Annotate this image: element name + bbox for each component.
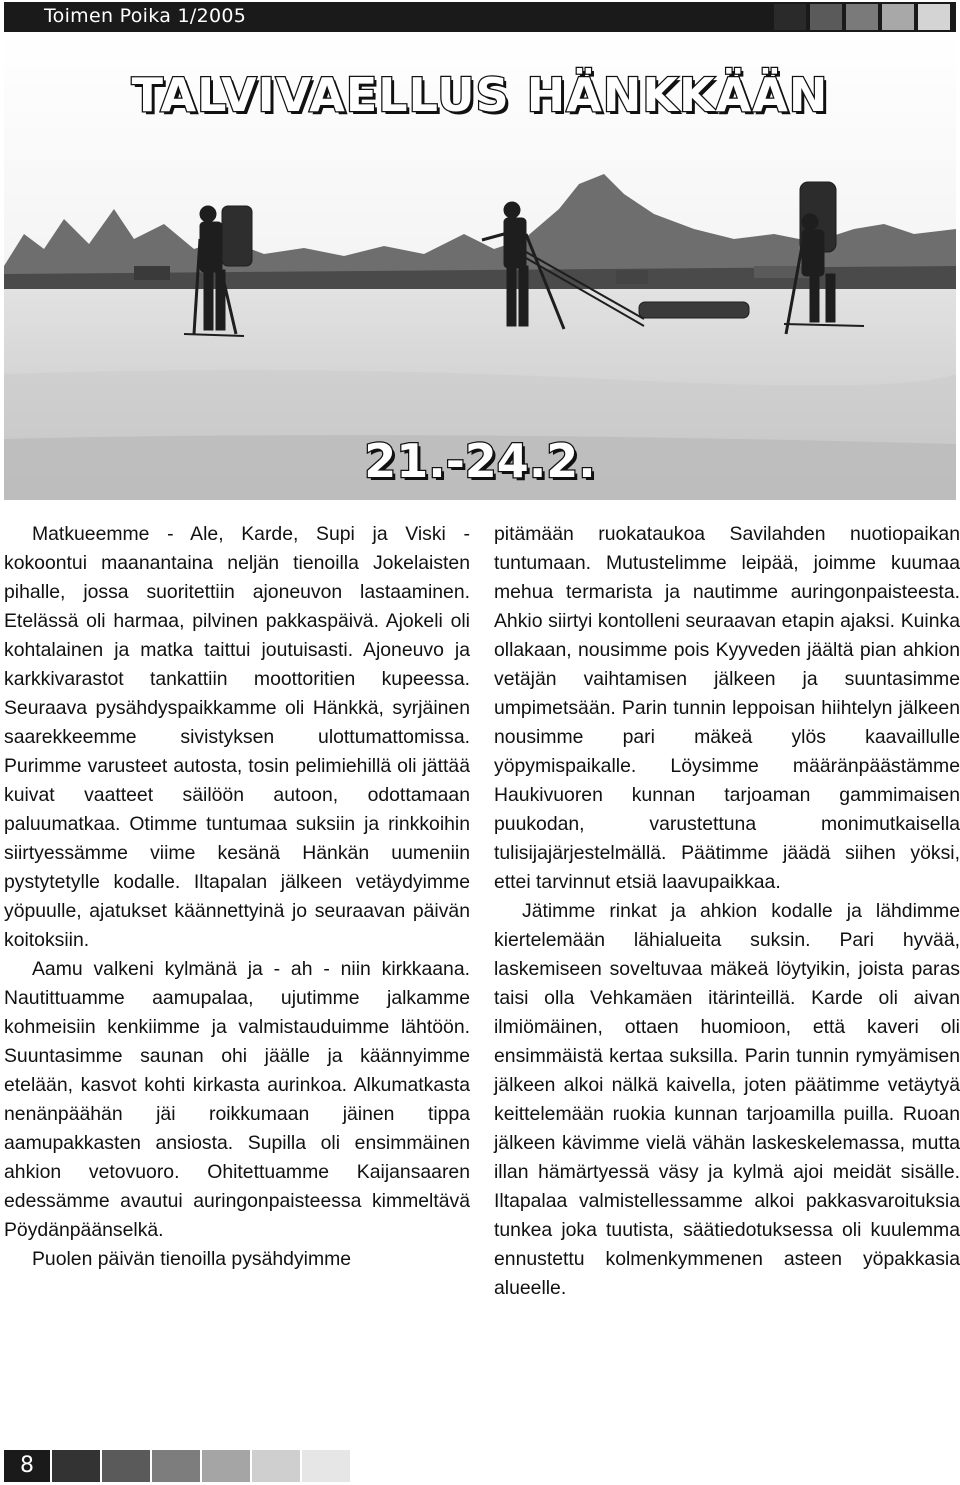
footer-square bbox=[302, 1450, 350, 1482]
footer-bar bbox=[4, 1450, 354, 1482]
header-square bbox=[810, 4, 842, 30]
article-title: TALVIVAELLUS HÄNKKÄÄN bbox=[131, 68, 829, 122]
header-decor-squares bbox=[774, 4, 950, 30]
header-square bbox=[882, 4, 914, 30]
header-square bbox=[774, 4, 806, 30]
paragraph: Matkueemme - Ale, Karde, Supi ja Viski - kokoontui maanantaina neljän tienoilla Jokelaisten pihalle, jossa suoritettiin ajoneuvon lastaaminen. Etelässä oli harmaa, pilvinen pakkaspäivä. Ajokeli oli kohtalainen ja matka taittui joutuisasti. Ajoneuvo ja karkkivarastot tankattiin moottoritien kupeessa. Seuraava pysähdyspaikkamme oli Hänkkä, syrjäinen saarekkeemme sivistyksen ulottumattomissa. Purimme varusteet autosta, tosin pelimiehillä oli jättää kuivat vaatteet säilöön autoon, odottamaan paluumatkaa. Otimme tuntumaa suksiin ja rinkkoihin siirtyessämme viime kesänä Hänkän uumeniin pystytetylle kodalle. Iltapalan jälkeen vetäydyimme yöpuulle, ajatukset käännettyinä jo seuraavan päivän koitoksiin. bbox=[4, 523, 470, 951]
footer-square bbox=[52, 1450, 100, 1482]
paragraph: pitämään ruokataukoa Savilahden nuotiopaikan tuntumaan. Mutustelimme leipää, joimme kuumaa mehua termarista ja nautimme auringonpaisteesta. Ahkio siirtyi kontolleni seuraavan etapin ajaksi. Kuinka ollakaan, nousimme pois Kyyveden jäältä pian ahkion vetäjän vaihtamisen jälkeen ja suuntasimme umpimetsään. Parin tunnin leppoisan hiihtelyn jälkeen nousimme pari mäkeä ylös kaavaillulle yöpymispaikalle. Löysimme määränpäästämme Haukivuoren kunnan tarjoaman gammimaisen puukodan, varustettuna monimutkaisella tulisijajärjestelmällä. Päätimme jäädä siihen yöksi, ettei tarvinnut etsiä laavupaikkaa. bbox=[494, 523, 960, 893]
paragraph: Jätimme rinkat ja ahkion kodalle ja lähdimme kiertelemään lähialueita suksin. Pari hyvää, laskemiseen soveltuvaa mäkeä löytyikin, joista paras taisi olla Vehkamäen itärinteillä. Karde oli aivan ilmiömäinen, ottaen huomioon, että kaveri oli ensimmäistä kertaa suksilla. Parin tunnin rymyämisen jälkeen alkoi nälkä kaivella, joten päätimme vetäytyä keittelemään ruokia kunnan tarjoamilla puilla. Ruoan jälkeen kävimme vielä vähän laskeskelemassa, mutta illan hämärtyessä väsy ja kylmä ajoi meidät sisälle. Iltapalaa valmistellessamme alkoi pakkasvaroituksia tunkea joka tuutista, säätiedotuksessa oli kuulemma ennustettu kolmenkymmenen asteen yöpakkasia alueelle. bbox=[494, 900, 960, 1299]
article-date: 21.-24.2. bbox=[364, 434, 596, 488]
right-column bbox=[494, 520, 960, 1303]
page-number: 8 bbox=[4, 1450, 50, 1482]
header-square bbox=[918, 4, 950, 30]
paragraph: Puolen päivän tienoilla pysähdyimme bbox=[32, 1248, 352, 1270]
left-column bbox=[4, 520, 470, 1274]
header-square bbox=[846, 4, 878, 30]
footer-square bbox=[252, 1450, 300, 1482]
header-bar bbox=[4, 2, 956, 32]
paragraph: Aamu valkeni kylmänä ja - ah - niin kirkkaana. Nautittuamme aamupalaa, ujutimme jalkamme kohmeisiin kenkiimme ja valmistauduimme lähtöön. Suuntasimme saunan ohi jäälle ja käännyimme etelään, kasvot kohti kirkasta aurinkoa. Alkumatkasta nenänpäähän jäi roikkumaan jäinen tippa aamupakkasten ansiosta. Supilla oli ensimmäinen ahkion vetovuoro. Ohitettuamme Kaijansaaren edessämme avautui auringonpaisteessa kimmeltävä Pöydänpäänselkä. bbox=[4, 958, 470, 1241]
footer-square bbox=[202, 1450, 250, 1482]
publication-title: Toimen Poika 1/2005 bbox=[44, 5, 247, 27]
footer-square bbox=[152, 1450, 200, 1482]
footer-square bbox=[102, 1450, 150, 1482]
